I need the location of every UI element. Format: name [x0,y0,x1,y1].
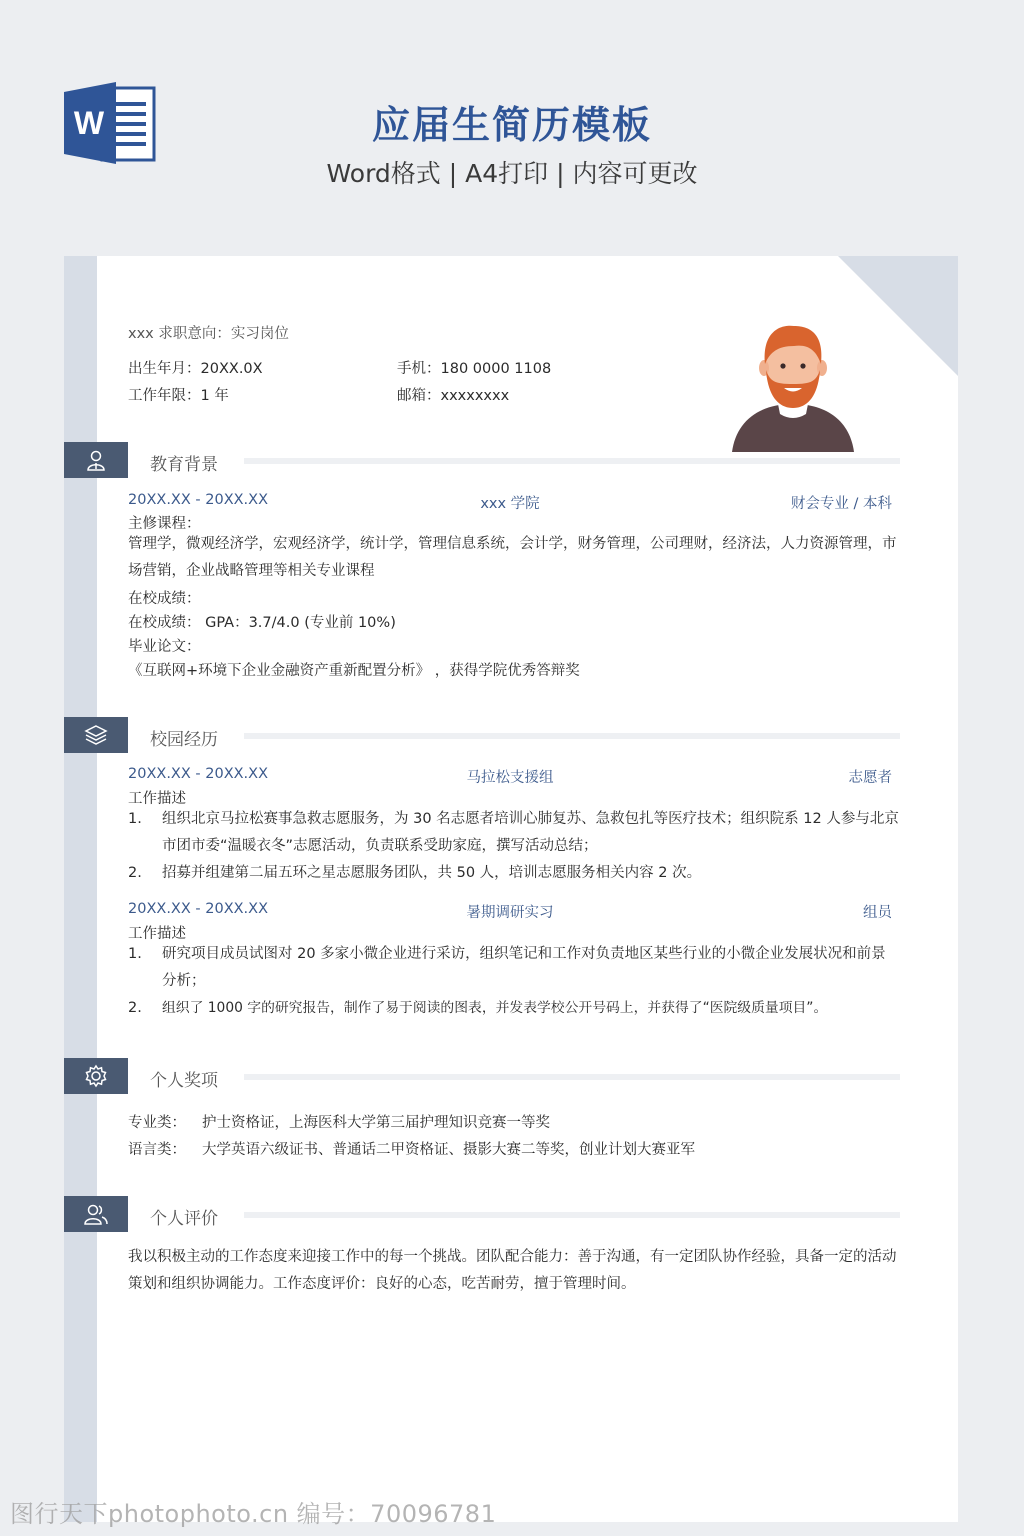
list-number: 2. [128,1000,142,1016]
campus-role: 组员 [863,905,892,921]
school-name: xxx 学院 [480,496,540,512]
email: 邮箱：xxxxxxxx [397,388,510,404]
grades: 在校成绩： GPA：3.7/4.0 (专业前 10%) [128,615,396,631]
education-header-row [128,492,892,513]
page-subtitle: Word格式 | A4打印 | 内容可更改 [326,159,698,188]
pro-awards: 护士资格证，上海医科大学第三届护理知识竞赛一等奖 [202,1115,550,1131]
job-intent: xxx 求职意向：实习岗位 [128,326,289,342]
campus-org: 暑期调研实习 [466,905,554,921]
awards-title: 个人奖项 [150,1071,218,1091]
education-title: 教育背景 [150,455,218,475]
list-item: 招募并组建第二届五环之星志愿服务团队，共 50 人，培训志愿服务相关内容 2 次。 [162,865,702,881]
users-icon [83,1203,109,1225]
campus-tab [64,717,128,753]
major: 财会专业 / 本科 [790,496,892,512]
layers-icon [84,724,108,746]
list-item: 研究项目成员试图对 20 多家小微企业进行采访，组织笔记和工作对负责地区某些行业的小微企业发展状况和前景分析； [162,946,886,989]
education-period: 20XX.XX - 20XX.XX [128,492,269,508]
section-divider [244,1074,900,1080]
word-icon-letter: W [73,105,105,141]
courses-label: 主修课程： [128,516,201,532]
birth-date: 出生年月：20XX.0X [128,361,263,377]
campus-item-header [128,901,892,922]
list-item: 组织北京马拉松赛事急救志愿服务，为 30 名志愿者培训心肺复苏、急救包扎等医疗技术；组织院系 12 人参与北京市团市委“温暖衣冬”志愿活动，负责联系受助家庭，撰写活动总结； [162,811,899,854]
list-number: 1. [128,946,142,962]
campus-title: 校园经历 [150,730,218,750]
section-divider [244,458,900,464]
education-tab [64,442,128,478]
student-icon [85,449,107,471]
list-number: 2. [128,865,142,881]
phone: 手机：180 0000 1108 [397,361,552,377]
gear-icon [84,1064,108,1088]
campus-role: 志愿者 [848,770,892,786]
courses: 管理学，微观经济学，宏观经济学，统计学，管理信息系统，会计学，财务管理，公司理财，经济法，人力资源管理，市场营销，企业战略管理等相关专业课程 [128,536,897,579]
page-title: 应届生简历模板 [371,103,652,147]
evaluation-tab [64,1196,128,1232]
thesis-label: 毕业论文： [128,639,201,655]
work-desc-label: 工作描述 [128,926,186,942]
thesis: 《互联网+环境下企业金融资产重新配置分析》 ，获得学院优秀答辩奖 [128,663,580,679]
evaluation-title: 个人评价 [150,1209,218,1229]
campus-period: 20XX.XX - 20XX.XX [128,901,269,917]
campus-period: 20XX.XX - 20XX.XX [128,766,269,782]
list-item: 组织了 1000 字的研究报告，制作了易于阅读的图表，并发表学校公开号码上，并获得了“医院级质量项目”。 [162,1000,828,1016]
list-number: 1. [128,811,142,827]
awards-tab [64,1058,128,1094]
work-desc-label: 工作描述 [128,791,186,807]
watermark: 图行天下photophoto.cn 编号：70096781 [10,1500,497,1528]
section-divider [244,733,900,739]
evaluation-text: 我以积极主动的工作态度来迎接工作中的每一个挑战。团队配合能力：善于沟通，有一定团队协作经验，具备一定的活动策划和组织协调能力。工作态度评价：良好的心态，吃苦耐劳，擅于管理时间。 [128,1249,897,1292]
section-divider [244,1212,900,1218]
work-years: 工作年限：1 年 [128,388,229,404]
resume-paper [64,256,958,1522]
pro-awards-label: 专业类： [128,1115,186,1131]
avatar [728,318,858,452]
campus-item-header [128,766,892,787]
lang-awards-label: 语言类： [128,1142,186,1158]
grades-label: 在校成绩： [128,591,201,607]
lang-awards: 大学英语六级证书、普通话二甲资格证、摄影大赛二等奖，创业计划大赛亚军 [202,1142,695,1158]
campus-org: 马拉松支援组 [466,770,554,786]
